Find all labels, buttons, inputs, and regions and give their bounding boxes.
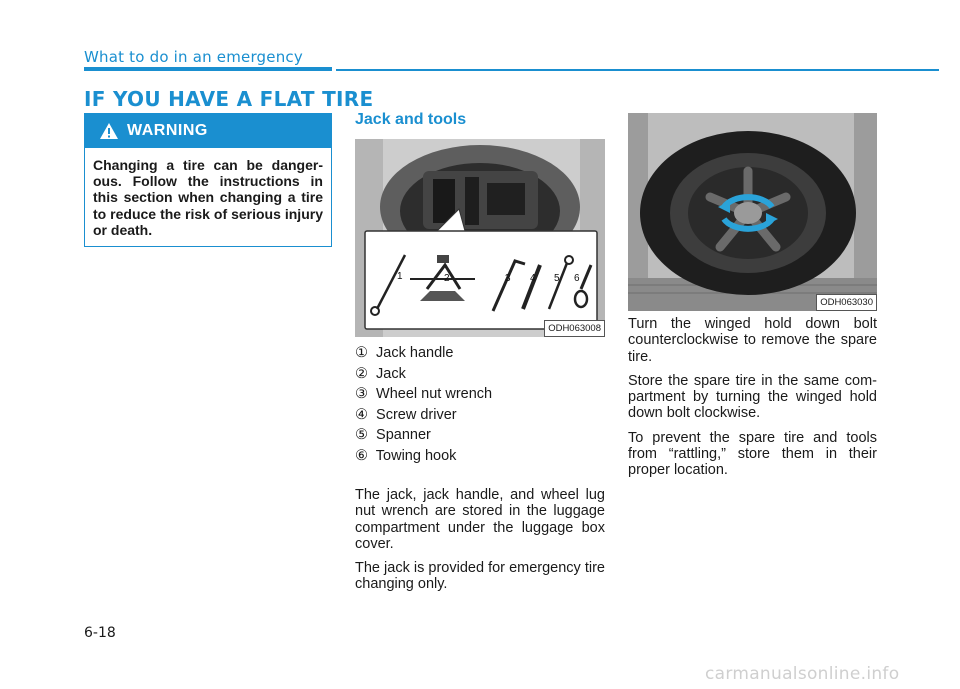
figure-code: ODH063030 — [816, 294, 877, 311]
jack-tools-text — [355, 487, 605, 601]
header-rule-thin — [336, 69, 939, 71]
item-number: ③ — [355, 386, 368, 402]
item-label: Screw driver — [376, 406, 457, 423]
paragraph: Turn the winged hold down bolt counterclockwise to remove the spare tire. — [628, 316, 877, 365]
list-item — [355, 446, 605, 467]
header-rule-thick — [84, 67, 332, 71]
spare-tire-figure — [628, 113, 877, 311]
item-label: Wheel nut wrench — [376, 386, 493, 402]
figure-label-3: 3 — [505, 273, 511, 284]
tools-illustration — [355, 139, 605, 337]
item-number: ④ — [355, 406, 368, 423]
paragraph: To prevent the spare tire and tools from “rattling,” store them in their proper location. — [628, 429, 877, 479]
figure-label-6: 6 — [574, 273, 580, 284]
item-label: Towing hook — [375, 447, 457, 464]
item-label: Jack handle — [376, 345, 454, 361]
watermark: carmanualsonline.info — [705, 664, 900, 684]
warning-label: WARNING — [127, 122, 208, 139]
list-item — [355, 343, 605, 364]
figure-label-4: 4 — [530, 273, 536, 284]
spare-tire-illustration — [628, 113, 877, 311]
paragraph: Store the spare tire in the same com-partment by turning the winged hold down bolt clockwise. — [628, 372, 877, 422]
list-item — [355, 384, 605, 405]
figure-code: ODH063008 — [544, 320, 605, 337]
jack-tools-figure — [355, 139, 605, 337]
item-number: ⑥ — [355, 447, 368, 464]
item-label: Jack — [376, 365, 406, 382]
warning-icon — [99, 122, 119, 140]
list-item — [355, 364, 605, 385]
item-number: ① — [355, 345, 368, 361]
section-title: What to do in an emergency — [84, 48, 303, 66]
warning-header — [85, 114, 331, 148]
list-item — [355, 425, 605, 446]
figure-label-1: 1 — [397, 271, 403, 282]
paragraph: The jack is provided for emergency tire changing only. — [355, 560, 605, 593]
paragraph: The jack, jack handle, and wheel lug nut wrench are stored in the luggage compartment under the luggage box cover. — [355, 487, 605, 552]
page-title: IF YOU HAVE A FLAT TIRE — [84, 87, 374, 111]
item-number: ② — [355, 365, 368, 382]
figure-label-5: 5 — [554, 273, 560, 284]
item-number: ⑤ — [355, 427, 368, 443]
page-number: 6-18 — [84, 625, 116, 641]
warning-body: Changing a tire can be danger-ous. Follow the instructions in this section when changing a tire to reduce the risk of serious injury or death. — [93, 157, 323, 238]
jack-tools-heading: Jack and tools — [355, 111, 467, 128]
spare-tire-text — [628, 316, 877, 487]
item-label: Spanner — [376, 427, 431, 443]
list-item — [355, 405, 605, 426]
warning-box — [84, 113, 332, 247]
tool-list — [355, 343, 605, 466]
figure-label-2: 2 — [444, 273, 450, 284]
